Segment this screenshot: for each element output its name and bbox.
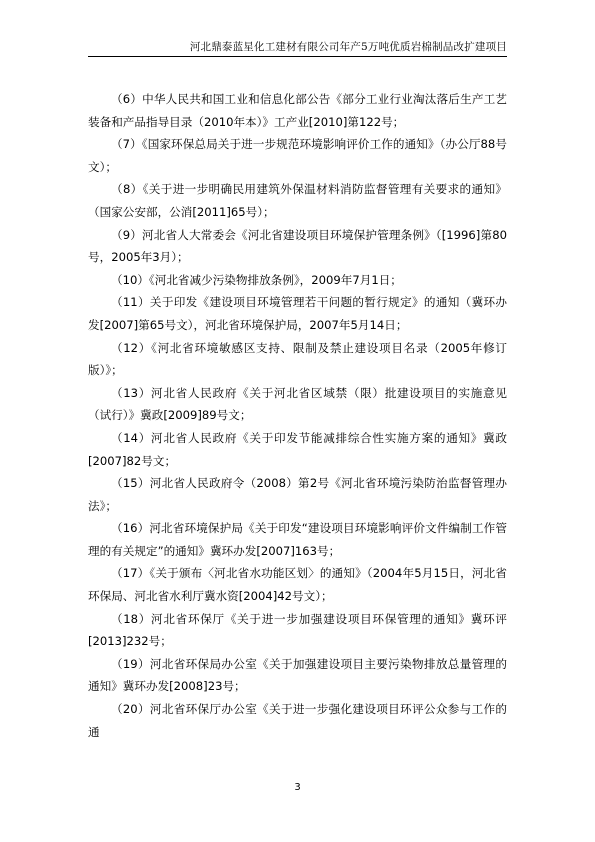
list-item: （9）河北省人大常委会《河北省建设项目环境保护管理条例》（[1996]第80号，2005年3月）； <box>88 227 507 265</box>
list-item: （12）《河北省环境敏感区支持、限制及禁止建设项目名录（2005年修订版）》； <box>88 340 507 378</box>
list-item: （7）《国家环保总局关于进一步规范环境影响评价工作的通知》（办公厅88号文）； <box>88 137 507 174</box>
list-item: （11）关于印发《建设项目环境管理若干问题的暂行规定》的通知（冀环办发[2007]第65号文），河北省环境保护局，2007年5月14日； <box>88 295 507 332</box>
regulation-list <box>88 88 507 743</box>
list-item: （14）河北省人民政府《关于印发节能减排综合性实施方案的通知》冀政[2007]82号文； <box>88 430 507 468</box>
list-item: （13）河北省人民政府《关于河北省区域禁（限）批建设项目的实施意见（试行）》冀政[2009]89号文； <box>88 385 507 423</box>
list-item: （18）河北省环保厅《关于进一步加强建设项目环保管理的通知》冀环评[2013]232号； <box>88 611 507 649</box>
header-rule <box>88 56 507 57</box>
list-item: （16）河北省环境保护局《关于印发“建设项目环境影响评价文件编制工作管理的有关规定”的通知》冀环办发[2007]163号； <box>88 521 507 558</box>
list-item: （20）河北省环保厅办公室《关于进一步强化建设项目环评公众参与工作的通 <box>88 702 507 739</box>
list-item: （19）河北省环保局办公室《关于加强建设项目主要污染物排放总量管理的通知》冀环办发[2008]23号； <box>88 656 507 694</box>
list-item: （10）《河北省减少污染物排放条例》，2009年7月1日； <box>111 272 402 287</box>
page-header: 河北鼎泰蓝星化工建材有限公司年产5万吨优质岩棉制品改扩建项目 <box>189 41 507 53</box>
list-item: （6）中华人民共和国工业和信息化部公告《部分工业行业淘汰落后生产工艺装备和产品指导目录（2010年本）》工产业[2010]第122号； <box>88 92 507 129</box>
page-number: 3 <box>294 782 301 793</box>
list-item: （17）《关于颁布〈河北省水功能区划〉的通知》（2004年5月15日，河北省环保局、河北省水利厅冀水资[2004]42号文）； <box>88 566 507 604</box>
list-item: （8）《关于进一步明确民用建筑外保温材料消防监督管理有关要求的通知》（国家公安部，公消[2011]65号）； <box>88 182 507 219</box>
list-item: （15）河北省人民政府令（2008）第2号《河北省环境污染防治监督管理办法》； <box>88 476 507 513</box>
